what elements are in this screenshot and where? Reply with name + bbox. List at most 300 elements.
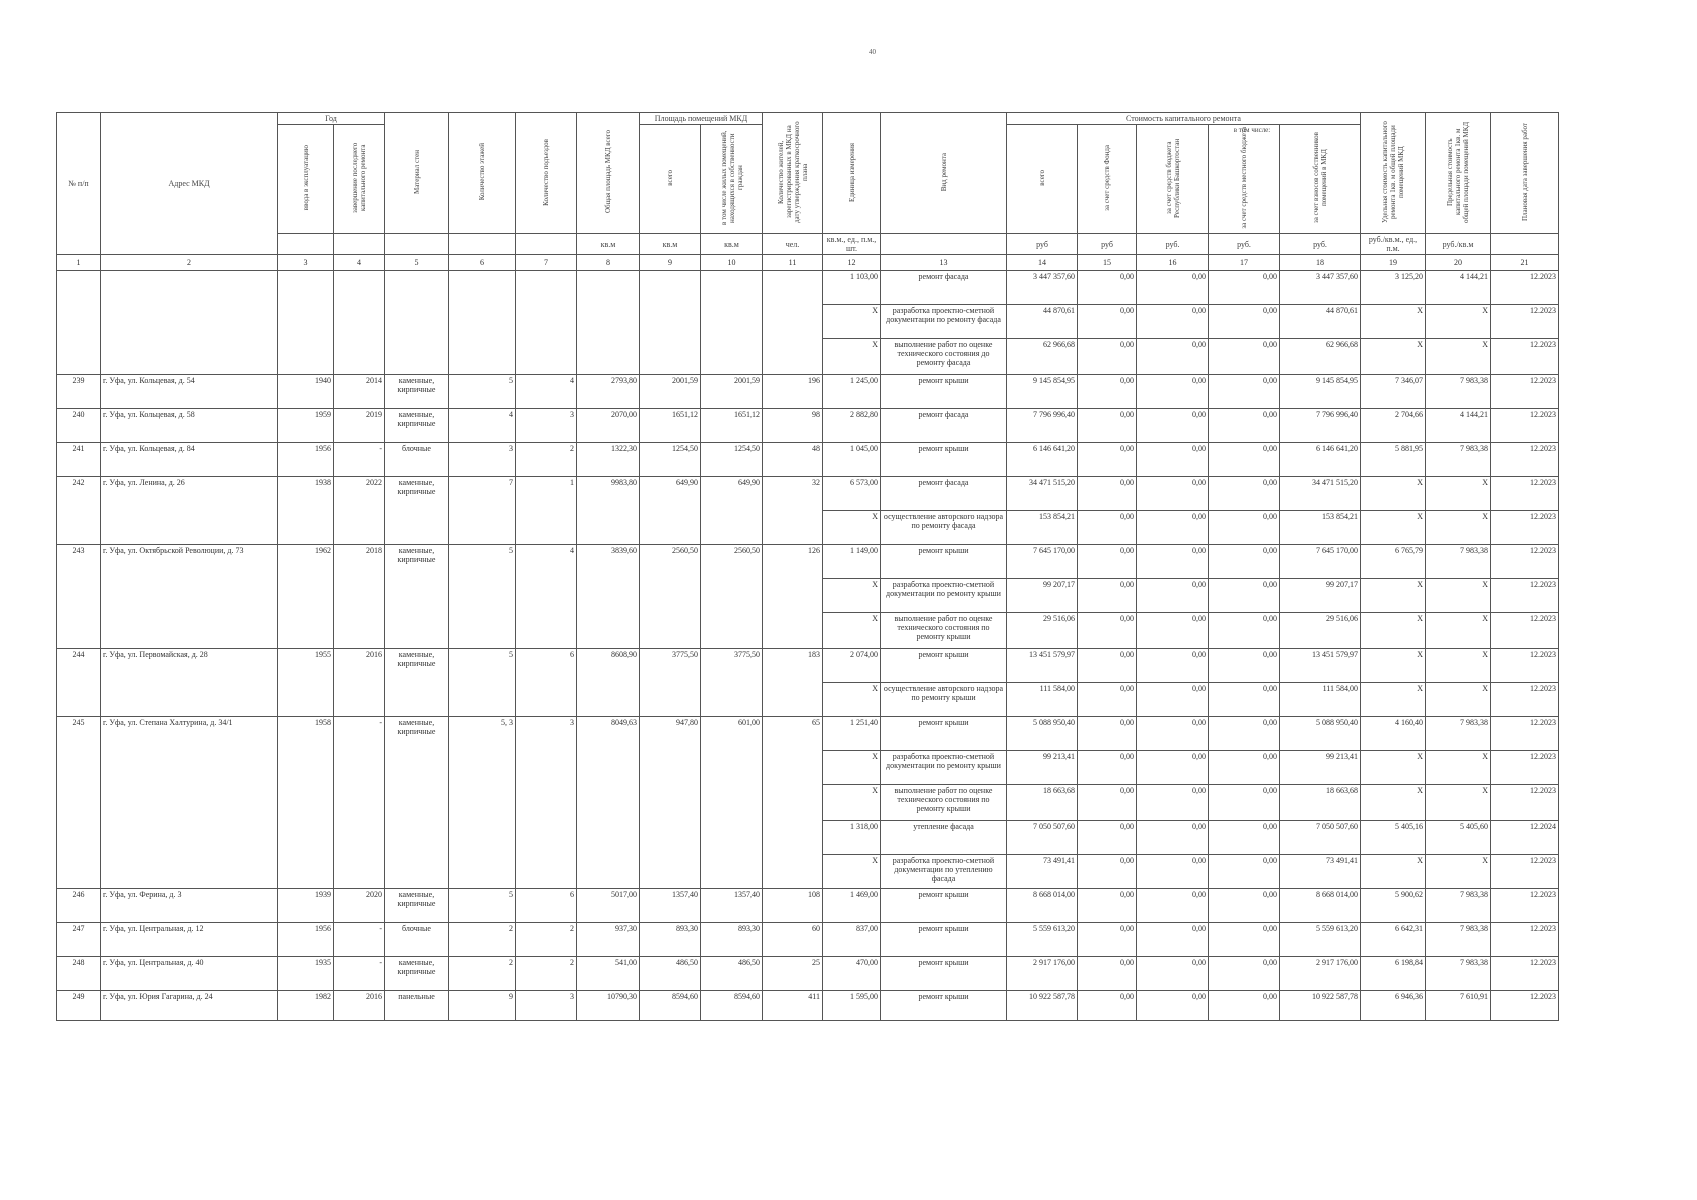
wall-material-cell: блочные <box>385 443 449 477</box>
work-type-cell: ремонт фасада <box>881 409 1007 443</box>
premises-total-cell: 1254,50 <box>640 443 701 477</box>
unit-cost-cell: X <box>1361 683 1426 717</box>
entrances-cell: 1 <box>516 477 577 511</box>
year-last-repair-cell <box>334 751 385 785</box>
unit-amount-cell: 2 882,80 <box>823 409 881 443</box>
entrances-cell <box>516 511 577 545</box>
column-number: 3 <box>278 255 334 271</box>
address-cell: г. Уфа, ул. Центральная, д. 40 <box>101 957 278 991</box>
table-row <box>57 339 1559 375</box>
premises-total-cell: 2001,59 <box>640 375 701 409</box>
limit-cost-cell: 5 405,60 <box>1426 821 1491 855</box>
header-entrances: Количество подъездов <box>516 113 577 234</box>
residents-cell <box>763 271 823 305</box>
table-row <box>57 545 1559 579</box>
year-last-repair-cell <box>334 579 385 613</box>
year-last-repair-cell: 2016 <box>334 649 385 683</box>
total-area-cell: 937,30 <box>577 923 640 957</box>
year-commissioning-cell <box>278 305 334 339</box>
unit-cost-cell: X <box>1361 613 1426 649</box>
cost-rb-cell: 0,00 <box>1137 717 1209 751</box>
floors-cell <box>449 855 516 889</box>
floors-cell: 5 <box>449 889 516 923</box>
unit-cost-cell: X <box>1361 339 1426 375</box>
year-commissioning-cell: 1935 <box>278 957 334 991</box>
premises-total-cell: 649,90 <box>640 477 701 511</box>
year-commissioning-cell: 1958 <box>278 717 334 751</box>
plan-date-cell: 12.2023 <box>1491 443 1559 477</box>
premises-total-cell: 3775,50 <box>640 649 701 683</box>
table-body <box>57 271 1559 1021</box>
header-year-commissioning: ввода в эксплуатацию <box>278 125 334 234</box>
entrances-cell: 2 <box>516 923 577 957</box>
cost-total-cell: 111 584,00 <box>1007 683 1078 717</box>
cost-rb-cell: 0,00 <box>1137 271 1209 305</box>
work-type-cell: утепление фасада <box>881 821 1007 855</box>
table-row <box>57 443 1559 477</box>
premises-residential-cell: 3775,50 <box>701 649 763 683</box>
plan-date-cell: 12.2023 <box>1491 785 1559 821</box>
unit-empty <box>516 234 577 255</box>
year-commissioning-cell: 1940 <box>278 375 334 409</box>
unit-sqm: кв.м <box>577 234 640 255</box>
wall-material-cell <box>385 271 449 305</box>
address-cell <box>101 855 278 889</box>
cost-local-cell: 0,00 <box>1209 477 1280 511</box>
total-area-cell: 10790,30 <box>577 991 640 1021</box>
address-cell <box>101 339 278 375</box>
total-area-cell <box>577 785 640 821</box>
unit-cost-cell: 2 704,66 <box>1361 409 1426 443</box>
address-cell: г. Уфа, ул. Ферина, д. 3 <box>101 889 278 923</box>
limit-cost-cell: 7 983,38 <box>1426 923 1491 957</box>
table-row <box>57 409 1559 443</box>
row-number-cell: 245 <box>57 717 101 751</box>
floors-cell: 2 <box>449 923 516 957</box>
entrances-cell: 2 <box>516 957 577 991</box>
address-cell: г. Уфа, ул. Ленина, д. 26 <box>101 477 278 511</box>
cost-fund-cell: 0,00 <box>1078 579 1137 613</box>
wall-material-cell: блочные <box>385 923 449 957</box>
limit-cost-cell: 7 610,91 <box>1426 991 1491 1021</box>
work-type-cell: разработка проектно-сметной документации по утеплению фасада <box>881 855 1007 889</box>
unit-amount-cell: 1 595,00 <box>823 991 881 1021</box>
unit-amount-cell: X <box>823 613 881 649</box>
address-cell <box>101 751 278 785</box>
table-row <box>57 477 1559 511</box>
unit-amount-cell: X <box>823 339 881 375</box>
cost-rb-cell: 0,00 <box>1137 511 1209 545</box>
entrances-cell <box>516 613 577 649</box>
column-number: 4 <box>334 255 385 271</box>
premises-residential-cell <box>701 683 763 717</box>
premises-residential-cell: 649,90 <box>701 477 763 511</box>
total-area-cell <box>577 339 640 375</box>
unit-amount-cell: X <box>823 511 881 545</box>
table-row <box>57 375 1559 409</box>
year-last-repair-cell: - <box>334 957 385 991</box>
plan-date-cell: 12.2023 <box>1491 579 1559 613</box>
residents-cell: 411 <box>763 991 823 1021</box>
premises-residential-cell: 2001,59 <box>701 375 763 409</box>
premises-residential-cell <box>701 821 763 855</box>
year-last-repair-cell: 2019 <box>334 409 385 443</box>
premises-total-cell: 893,30 <box>640 923 701 957</box>
header-premises-group: Площадь помещений МКД <box>640 113 763 125</box>
unit-cost-cell: X <box>1361 511 1426 545</box>
limit-cost-cell: X <box>1426 613 1491 649</box>
cost-local-cell: 0,00 <box>1209 923 1280 957</box>
header-year-last-repair: завершение последнего капитального ремонта <box>334 125 385 234</box>
address-cell: г. Уфа, ул. Кольцевая, д. 54 <box>101 375 278 409</box>
work-type-cell: ремонт крыши <box>881 545 1007 579</box>
cost-total-cell: 7 796 996,40 <box>1007 409 1078 443</box>
work-type-cell: ремонт крыши <box>881 889 1007 923</box>
unit-empty <box>278 234 334 255</box>
entrances-cell <box>516 785 577 821</box>
address-cell: г. Уфа, ул. Центральная, д. 12 <box>101 923 278 957</box>
table-row <box>57 717 1559 751</box>
cost-rb-cell: 0,00 <box>1137 923 1209 957</box>
cost-owners-cell: 153 854,21 <box>1280 511 1361 545</box>
entrances-cell: 3 <box>516 991 577 1021</box>
cost-local-cell: 0,00 <box>1209 305 1280 339</box>
column-number: 1 <box>57 255 101 271</box>
unit-cost-cell: 4 160,40 <box>1361 717 1426 751</box>
premises-residential-cell: 2560,50 <box>701 545 763 579</box>
wall-material-cell <box>385 613 449 649</box>
entrances-cell: 3 <box>516 717 577 751</box>
unit-cost-cell: 6 946,36 <box>1361 991 1426 1021</box>
cost-owners-cell: 73 491,41 <box>1280 855 1361 889</box>
premises-residential-cell: 8594,60 <box>701 991 763 1021</box>
wall-material-cell: каменные, кирпичные <box>385 957 449 991</box>
work-type-cell: осуществление авторского надзора по ремонту крыши <box>881 683 1007 717</box>
cost-total-cell: 34 471 515,20 <box>1007 477 1078 511</box>
unit-amount-cell: 1 318,00 <box>823 821 881 855</box>
year-commissioning-cell <box>278 683 334 717</box>
cost-owners-cell: 5 088 950,40 <box>1280 717 1361 751</box>
unit-rub: руб. <box>1280 234 1361 255</box>
residents-cell <box>763 821 823 855</box>
column-number: 2 <box>101 255 278 271</box>
wall-material-cell <box>385 339 449 375</box>
premises-residential-cell: 601,00 <box>701 717 763 751</box>
floors-cell: 5 <box>449 545 516 579</box>
plan-date-cell: 12.2023 <box>1491 305 1559 339</box>
residents-cell: 60 <box>763 923 823 957</box>
cost-rb-cell: 0,00 <box>1137 957 1209 991</box>
year-last-repair-cell <box>334 821 385 855</box>
year-last-repair-cell <box>334 683 385 717</box>
cost-rb-cell: 0,00 <box>1137 751 1209 785</box>
column-number: 13 <box>881 255 1007 271</box>
row-number-cell: 240 <box>57 409 101 443</box>
work-type-cell: разработка проектно-сметной документации по ремонту фасада <box>881 305 1007 339</box>
column-number: 21 <box>1491 255 1559 271</box>
floors-cell <box>449 271 516 305</box>
row-number-cell: 241 <box>57 443 101 477</box>
cost-total-cell: 9 145 854,95 <box>1007 375 1078 409</box>
unit-amount-cell: X <box>823 751 881 785</box>
total-area-cell: 5017,00 <box>577 889 640 923</box>
cost-fund-cell: 0,00 <box>1078 613 1137 649</box>
residents-cell: 98 <box>763 409 823 443</box>
floors-cell: 5 <box>449 375 516 409</box>
premises-residential-cell: 1254,50 <box>701 443 763 477</box>
premises-residential-cell <box>701 855 763 889</box>
wall-material-cell <box>385 751 449 785</box>
wall-material-cell: панельные <box>385 991 449 1021</box>
cost-local-cell: 0,00 <box>1209 409 1280 443</box>
header-unit-cost: Удельная стоимость капитального ремонта 1кв. м общей площади помещений МКД <box>1361 113 1426 234</box>
row-number-cell <box>57 683 101 717</box>
cost-rb-cell: 0,00 <box>1137 305 1209 339</box>
header-cost-owners: за счет взносов собственников помещений в МКД <box>1280 125 1361 234</box>
table-row <box>57 751 1559 785</box>
unit-empty <box>1491 234 1559 255</box>
table-row <box>57 957 1559 991</box>
unit-cost-cell: X <box>1361 649 1426 683</box>
premises-total-cell <box>640 305 701 339</box>
floors-cell: 5 <box>449 649 516 683</box>
header-address: Адрес МКД <box>101 113 278 255</box>
premises-residential-cell: 893,30 <box>701 923 763 957</box>
address-cell <box>101 271 278 305</box>
limit-cost-cell: 4 144,21 <box>1426 271 1491 305</box>
wall-material-cell <box>385 579 449 613</box>
cost-total-cell: 153 854,21 <box>1007 511 1078 545</box>
cost-rb-cell: 0,00 <box>1137 613 1209 649</box>
residents-cell <box>763 785 823 821</box>
table-row <box>57 649 1559 683</box>
year-commissioning-cell: 1938 <box>278 477 334 511</box>
cost-rb-cell: 0,00 <box>1137 477 1209 511</box>
year-last-repair-cell: 2016 <box>334 991 385 1021</box>
unit-people: чел. <box>763 234 823 255</box>
unit-rub: руб <box>1007 234 1078 255</box>
limit-cost-cell: 7 983,38 <box>1426 545 1491 579</box>
wall-material-cell: каменные, кирпичные <box>385 717 449 751</box>
total-area-cell: 2793,80 <box>577 375 640 409</box>
premises-total-cell <box>640 339 701 375</box>
cost-fund-cell: 0,00 <box>1078 717 1137 751</box>
cost-fund-cell: 0,00 <box>1078 545 1137 579</box>
plan-date-cell: 12.2023 <box>1491 477 1559 511</box>
cost-fund-cell: 0,00 <box>1078 375 1137 409</box>
work-type-cell: выполнение работ по оценке технического состояния по ремонту крыши <box>881 785 1007 821</box>
work-type-cell: ремонт крыши <box>881 717 1007 751</box>
year-commissioning-cell <box>278 751 334 785</box>
floors-cell <box>449 613 516 649</box>
year-commissioning-cell: 1962 <box>278 545 334 579</box>
year-commissioning-cell <box>278 511 334 545</box>
row-number-cell <box>57 855 101 889</box>
cost-fund-cell: 0,00 <box>1078 683 1137 717</box>
unit-rub-per-measure: руб./кв.м., ед., п.м. <box>1361 234 1426 255</box>
unit-cost-cell: X <box>1361 305 1426 339</box>
year-last-repair-cell <box>334 305 385 339</box>
cost-owners-cell: 18 663,68 <box>1280 785 1361 821</box>
unit-amount-cell: 470,00 <box>823 957 881 991</box>
unit-amount-cell: X <box>823 305 881 339</box>
year-commissioning-cell: 1956 <box>278 443 334 477</box>
floors-cell <box>449 339 516 375</box>
unit-amount-cell: 837,00 <box>823 923 881 957</box>
address-cell <box>101 613 278 649</box>
cost-local-cell: 0,00 <box>1209 991 1280 1021</box>
address-cell: г. Уфа, ул. Юрия Гагарина, д. 24 <box>101 991 278 1021</box>
column-number: 18 <box>1280 255 1361 271</box>
unit-cost-cell: X <box>1361 477 1426 511</box>
table-row <box>57 683 1559 717</box>
year-commissioning-cell <box>278 579 334 613</box>
cost-rb-cell: 0,00 <box>1137 545 1209 579</box>
cost-fund-cell: 0,00 <box>1078 271 1137 305</box>
wall-material-cell <box>385 785 449 821</box>
year-last-repair-cell <box>334 339 385 375</box>
cost-total-cell: 5 088 950,40 <box>1007 717 1078 751</box>
row-number-cell: 242 <box>57 477 101 511</box>
limit-cost-cell: 7 983,38 <box>1426 375 1491 409</box>
column-number: 10 <box>701 255 763 271</box>
limit-cost-cell: 7 983,38 <box>1426 889 1491 923</box>
unit-amount-cell: 1 245,00 <box>823 375 881 409</box>
floors-cell: 4 <box>449 409 516 443</box>
total-area-cell <box>577 855 640 889</box>
premises-residential-cell <box>701 339 763 375</box>
cost-local-cell: 0,00 <box>1209 717 1280 751</box>
cost-owners-cell: 111 584,00 <box>1280 683 1361 717</box>
work-type-cell: ремонт фасада <box>881 271 1007 305</box>
column-number: 11 <box>763 255 823 271</box>
address-cell: г. Уфа, ул. Кольцевая, д. 84 <box>101 443 278 477</box>
total-area-cell <box>577 579 640 613</box>
premises-total-cell: 1651,12 <box>640 409 701 443</box>
wall-material-cell <box>385 683 449 717</box>
unit-rub: руб <box>1078 234 1137 255</box>
work-type-cell: ремонт крыши <box>881 375 1007 409</box>
premises-residential-cell <box>701 271 763 305</box>
cost-owners-cell: 3 447 357,60 <box>1280 271 1361 305</box>
header-premises-total: всего <box>640 125 701 234</box>
address-cell <box>101 511 278 545</box>
work-type-cell: ремонт крыши <box>881 991 1007 1021</box>
cost-rb-cell: 0,00 <box>1137 821 1209 855</box>
unit-cost-cell: X <box>1361 579 1426 613</box>
total-area-cell: 8049,63 <box>577 717 640 751</box>
wall-material-cell <box>385 511 449 545</box>
unit-empty <box>334 234 385 255</box>
cost-fund-cell: 0,00 <box>1078 785 1137 821</box>
address-cell: г. Уфа, ул. Первомайская, д. 28 <box>101 649 278 683</box>
cost-rb-cell: 0,00 <box>1137 649 1209 683</box>
work-type-cell: разработка проектно-сметной документации по ремонту крыши <box>881 579 1007 613</box>
unit-rub-per-sqm: руб./кв.м <box>1426 234 1491 255</box>
cost-local-cell: 0,00 <box>1209 511 1280 545</box>
year-commissioning-cell <box>278 613 334 649</box>
cost-owners-cell: 9 145 854,95 <box>1280 375 1361 409</box>
total-area-cell <box>577 821 640 855</box>
limit-cost-cell: X <box>1426 751 1491 785</box>
premises-residential-cell <box>701 751 763 785</box>
residents-cell <box>763 579 823 613</box>
cost-rb-cell: 0,00 <box>1137 409 1209 443</box>
premises-residential-cell <box>701 305 763 339</box>
premises-residential-cell: 1357,40 <box>701 889 763 923</box>
year-commissioning-cell <box>278 821 334 855</box>
unit-cost-cell: 6 198,84 <box>1361 957 1426 991</box>
cost-local-cell: 0,00 <box>1209 613 1280 649</box>
cost-total-cell: 62 966,68 <box>1007 339 1078 375</box>
entrances-cell <box>516 305 577 339</box>
row-number-cell <box>57 305 101 339</box>
total-area-cell <box>577 613 640 649</box>
residents-cell: 25 <box>763 957 823 991</box>
total-area-cell: 3839,60 <box>577 545 640 579</box>
cost-fund-cell: 0,00 <box>1078 923 1137 957</box>
premises-residential-cell <box>701 511 763 545</box>
header-work-type: Вид ремонта <box>881 113 1007 234</box>
cost-local-cell: 0,00 <box>1209 751 1280 785</box>
cost-owners-cell: 99 207,17 <box>1280 579 1361 613</box>
cost-owners-cell: 44 870,61 <box>1280 305 1361 339</box>
cost-total-cell: 99 213,41 <box>1007 751 1078 785</box>
plan-date-cell: 12.2023 <box>1491 271 1559 305</box>
cost-rb-cell: 0,00 <box>1137 579 1209 613</box>
year-commissioning-cell: 1939 <box>278 889 334 923</box>
address-cell <box>101 785 278 821</box>
table-row <box>57 991 1559 1021</box>
wall-material-cell: каменные, кирпичные <box>385 375 449 409</box>
plan-date-cell: 12.2023 <box>1491 923 1559 957</box>
table-row <box>57 613 1559 649</box>
header-cost-local: за счет средств местного бюджета <box>1209 125 1280 234</box>
column-number: 6 <box>449 255 516 271</box>
floors-cell: 2 <box>449 957 516 991</box>
header-cost-fund: за счет средств Фонда <box>1078 125 1137 234</box>
unit-cost-cell: 5 405,16 <box>1361 821 1426 855</box>
header-limit-cost: Предельная стоимость капитального ремонта 1кв. м общей площади помещений МКД <box>1426 113 1491 234</box>
limit-cost-cell: 7 983,38 <box>1426 717 1491 751</box>
row-number-cell <box>57 511 101 545</box>
premises-total-cell <box>640 821 701 855</box>
work-type-cell: ремонт крыши <box>881 923 1007 957</box>
limit-cost-cell: X <box>1426 649 1491 683</box>
row-number-cell <box>57 785 101 821</box>
limit-cost-cell: X <box>1426 579 1491 613</box>
residents-cell: 48 <box>763 443 823 477</box>
header-premises-residential: в том числе жилых помещений, находящихся в собственности граждан <box>701 125 763 234</box>
unit-rub: руб. <box>1209 234 1280 255</box>
row-number-cell: 249 <box>57 991 101 1021</box>
cost-fund-cell: 0,00 <box>1078 649 1137 683</box>
header-cost-group: Стоимость капитального ремонта <box>1007 113 1361 125</box>
plan-date-cell: 12.2023 <box>1491 751 1559 785</box>
premises-residential-cell <box>701 785 763 821</box>
limit-cost-cell: X <box>1426 785 1491 821</box>
entrances-cell: 4 <box>516 545 577 579</box>
table-row <box>57 821 1559 855</box>
table-row <box>57 271 1559 305</box>
cost-owners-cell: 8 668 014,00 <box>1280 889 1361 923</box>
limit-cost-cell: X <box>1426 511 1491 545</box>
cost-total-cell: 13 451 579,97 <box>1007 649 1078 683</box>
row-number-cell: 246 <box>57 889 101 923</box>
residents-cell <box>763 683 823 717</box>
entrances-cell: 6 <box>516 889 577 923</box>
unit-rub: руб. <box>1137 234 1209 255</box>
